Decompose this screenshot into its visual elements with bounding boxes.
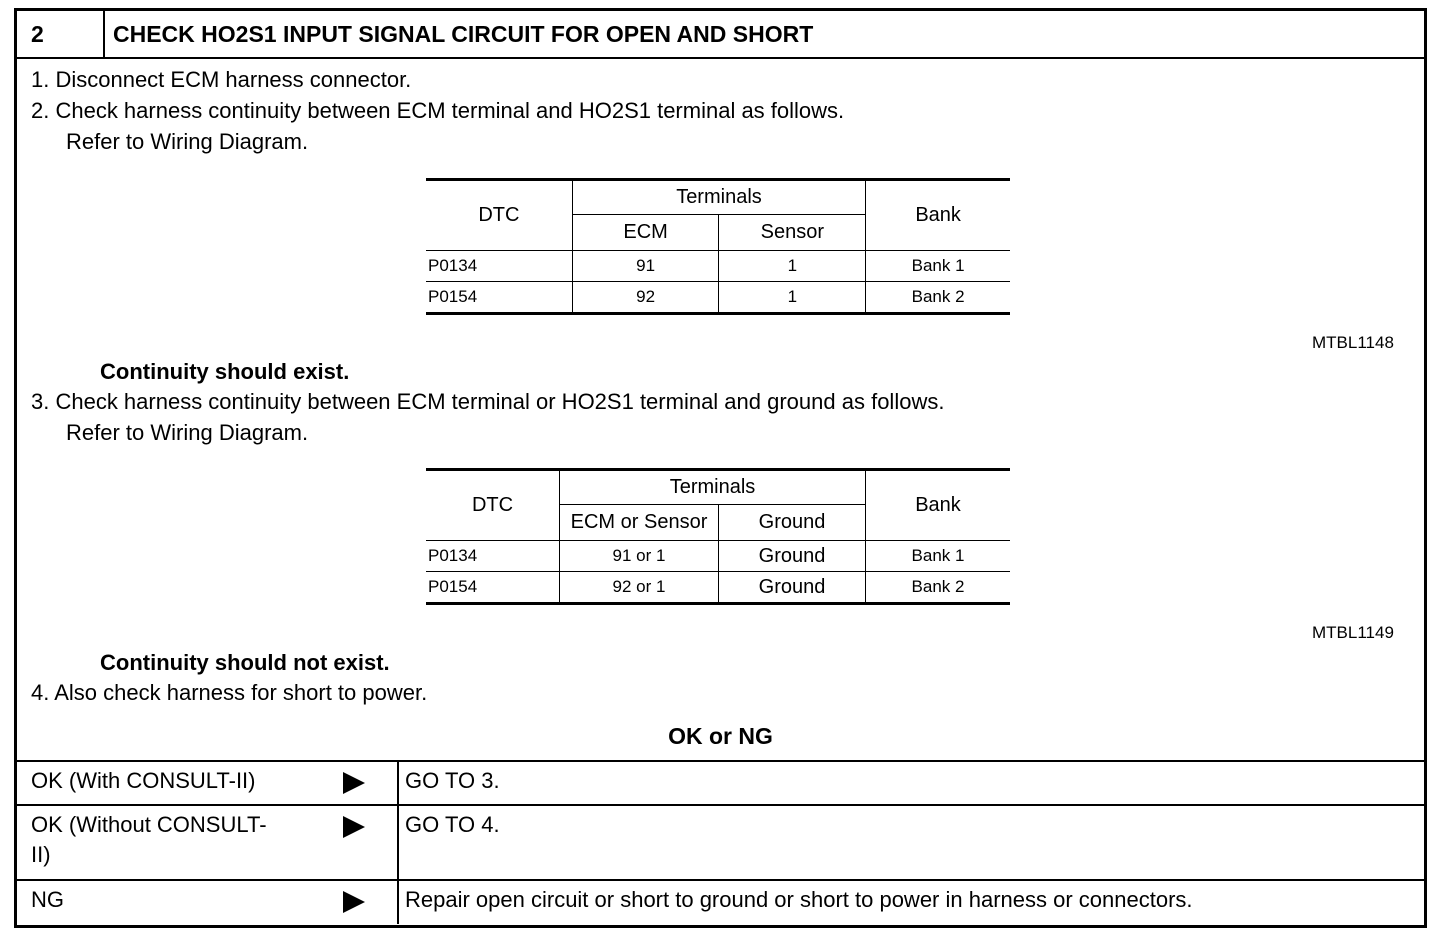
instruction-1: 1. Disconnect ECM harness connector. xyxy=(31,67,412,92)
action-label: Repair open circuit or short to ground or short to power in harness or connectors. xyxy=(405,887,1193,912)
terminals-header: Terminals xyxy=(572,180,865,215)
instruction-3-reference: Refer to Wiring Diagram. xyxy=(66,420,309,445)
ecm-or-sensor-cell: 91 or 1 xyxy=(560,541,719,572)
ecm-cell: 91 xyxy=(572,251,719,282)
condition-label: NG xyxy=(31,887,64,912)
step-title: CHECK HO2S1 INPUT SIGNAL CIRCUIT FOR OPEN AND SHORT xyxy=(113,21,814,47)
dtc-cell: P0134 xyxy=(426,541,560,572)
ground-cell: Ground xyxy=(719,572,866,604)
arrow-right-icon xyxy=(341,770,367,802)
ok-or-ng-label: OK or NG xyxy=(668,723,773,749)
ecm-or-sensor-cell: 92 or 1 xyxy=(560,572,719,604)
instruction-3-result: Continuity should not exist. xyxy=(100,650,390,675)
dtc-header: DTC xyxy=(426,470,560,541)
bank-cell: Bank 1 xyxy=(866,251,1010,282)
terminals-header: Terminals xyxy=(560,470,866,505)
ground-cell: Ground xyxy=(719,541,866,572)
result-row-ok-no-consult xyxy=(17,804,1424,879)
continuity-table-2 xyxy=(426,468,1010,605)
ground-header: Ground xyxy=(719,505,866,541)
sensor-cell: 1 xyxy=(719,251,866,282)
instruction-2-result: Continuity should exist. xyxy=(100,359,350,384)
procedure-box xyxy=(14,8,1427,928)
table-row xyxy=(426,282,1010,314)
instruction-2-reference: Refer to Wiring Diagram. xyxy=(66,129,309,154)
instruction-2: 2. Check harness continuity between ECM terminal and HO2S1 terminal as follows. xyxy=(31,98,845,123)
step-header xyxy=(17,11,1424,59)
condition-label: OK (Without CONSULT- II) xyxy=(31,812,267,867)
action-label: GO TO 4. xyxy=(405,812,500,837)
table-1-code: MTBL1148 xyxy=(1312,333,1394,352)
bank-cell: Bank 2 xyxy=(866,282,1010,314)
dtc-header: DTC xyxy=(426,180,572,251)
sensor-cell: 1 xyxy=(719,282,866,314)
step-number: 2 xyxy=(17,11,105,57)
table-row xyxy=(426,251,1010,282)
result-row-ok-consult xyxy=(17,760,1424,804)
result-row-ng xyxy=(17,879,1424,924)
sensor-header: Sensor xyxy=(719,215,866,251)
dtc-cell: P0134 xyxy=(426,251,572,282)
bank-header: Bank xyxy=(866,470,1011,541)
arrow-right-icon xyxy=(341,814,367,846)
arrow-right-icon xyxy=(341,889,367,921)
continuity-table-1 xyxy=(426,178,1010,315)
ecm-header: ECM xyxy=(572,215,719,251)
bank-cell: Bank 1 xyxy=(866,541,1011,572)
ecm-cell: 92 xyxy=(572,282,719,314)
instruction-3: 3. Check harness continuity between ECM terminal or HO2S1 terminal and ground as follows. xyxy=(31,389,945,414)
table-row xyxy=(426,541,1010,572)
condition-label: OK (With CONSULT-II) xyxy=(31,768,256,793)
result-table xyxy=(17,760,1424,924)
action-label: GO TO 3. xyxy=(405,768,500,793)
ecm-or-sensor-header: ECM or Sensor xyxy=(560,505,719,541)
bank-cell: Bank 2 xyxy=(866,572,1011,604)
instruction-4: 4. Also check harness for short to power. xyxy=(31,680,428,705)
bank-header: Bank xyxy=(866,180,1010,251)
table-row xyxy=(426,572,1010,604)
dtc-cell: P0154 xyxy=(426,572,560,604)
table-2-code: MTBL1149 xyxy=(1312,623,1394,642)
dtc-cell: P0154 xyxy=(426,282,572,314)
